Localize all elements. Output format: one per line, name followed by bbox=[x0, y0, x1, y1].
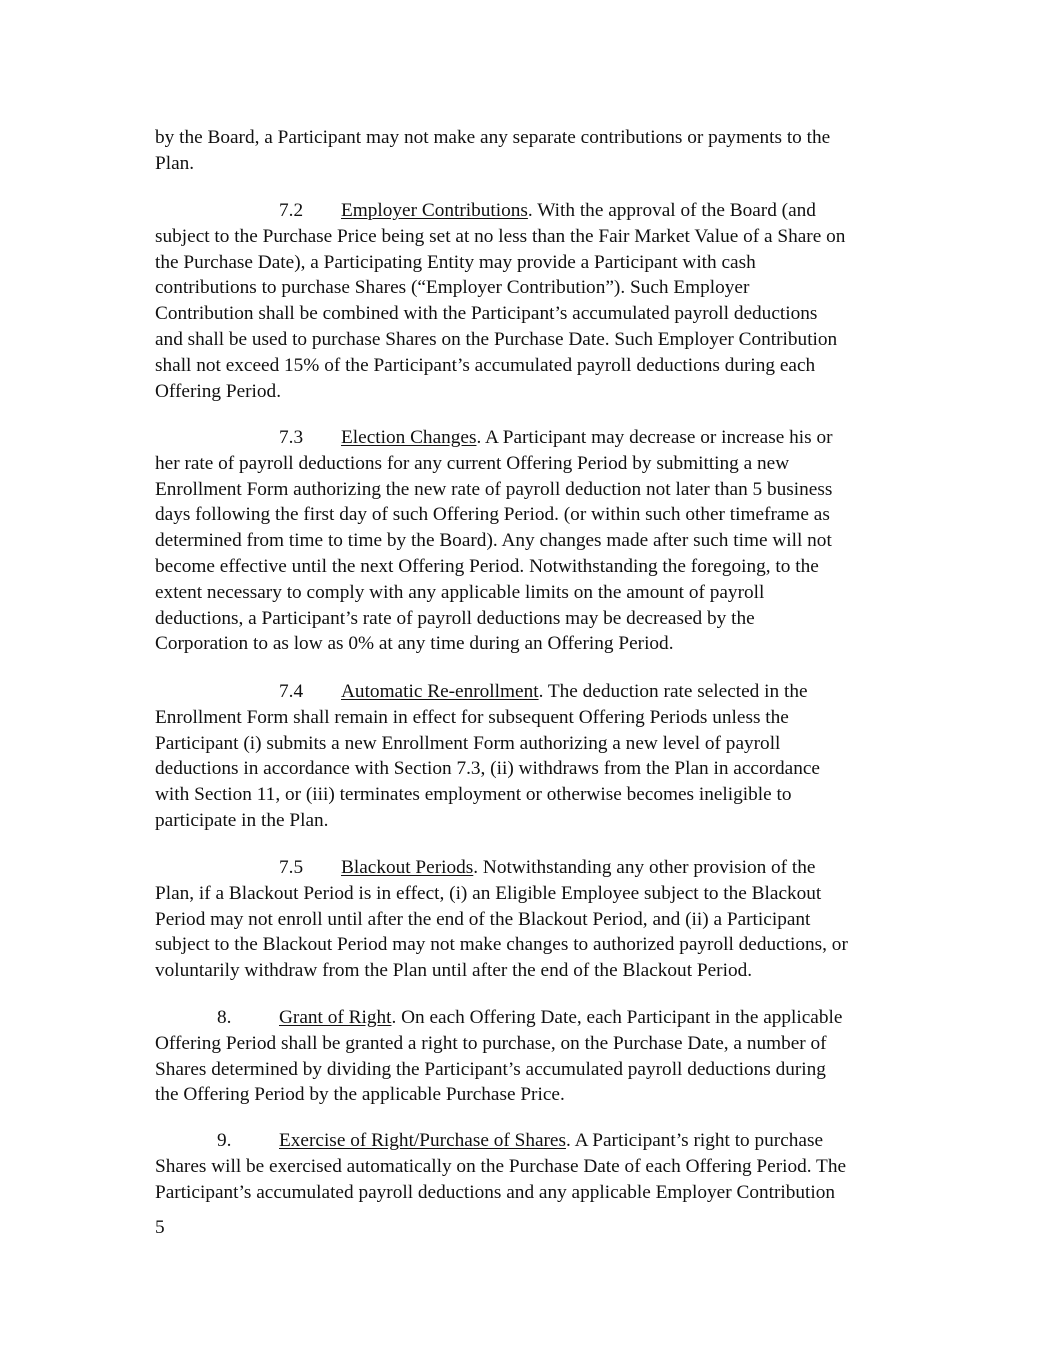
section-number: 9. bbox=[217, 1130, 232, 1151]
section-7.4 bbox=[155, 679, 915, 834]
section-text: . With the approval of the Board (and bbox=[527, 200, 816, 221]
section-text: . Notwithstanding any other provision of the bbox=[473, 857, 816, 878]
text-line: and shall be used to purchase Shares on the Purchase Date. Such Employer Contribution bbox=[155, 328, 838, 350]
text-line: deductions, a Participant’s rate of payroll deductions may be decreased by the bbox=[155, 607, 755, 629]
text-line: Period may not enroll until after the end of the Blackout Period, and (ii) a Participant bbox=[155, 908, 811, 930]
section-7.2 bbox=[155, 198, 915, 404]
section-heading: Blackout Periods bbox=[341, 857, 474, 878]
text-line: her rate of payroll deductions for any current Offering Period by submitting a new bbox=[155, 452, 790, 474]
section-number: 7.3 bbox=[279, 427, 304, 448]
text-line: Plan, if a Blackout Period is in effect, (i) an Eligible Employee subject to the Blackout bbox=[155, 882, 822, 904]
section-9 bbox=[155, 1128, 915, 1205]
section-text: . A Participant’s right to purchase bbox=[566, 1130, 824, 1151]
text-line: become effective until the next Offering Period. Notwithstanding the foregoing, to the bbox=[155, 555, 819, 577]
section-8 bbox=[155, 1005, 915, 1108]
text-line: subject to the Purchase Price being set at no less than the Fair Market Value of a Share on bbox=[155, 225, 846, 247]
section-7.5 bbox=[155, 855, 915, 984]
section-number: 7.4 bbox=[279, 681, 304, 702]
text-line: contributions to purchase Shares (“Employer Contribution”). Such Employer bbox=[155, 277, 750, 299]
section-number: 8. bbox=[217, 1007, 232, 1028]
section-first-line bbox=[155, 425, 915, 451]
text-line: deductions in accordance with Section 7.3, (ii) withdraws from the Plan in accordance bbox=[155, 758, 820, 780]
text-line: Plan. bbox=[155, 152, 195, 174]
text-line: determined from time to time by the Board). Any changes made after such time will not bbox=[155, 530, 832, 552]
text-line: Offering Period shall be granted a right to purchase, on the Purchase Date, a number of bbox=[155, 1032, 827, 1054]
section-heading: Employer Contributions bbox=[341, 200, 528, 221]
section-number: 7.5 bbox=[279, 857, 304, 878]
section-heading: Automatic Re-enrollment bbox=[341, 681, 539, 702]
section-heading: Grant of Right bbox=[279, 1007, 392, 1028]
text-line: Contribution shall be combined with the Participant’s accumulated payroll deductions bbox=[155, 303, 818, 325]
text-line: participate in the Plan. bbox=[155, 809, 329, 831]
text-line: the Offering Period by the applicable Purchase Price. bbox=[155, 1084, 565, 1106]
text-line: Offering Period. bbox=[155, 380, 282, 402]
section-first-line bbox=[155, 1128, 915, 1154]
section-first-line bbox=[155, 855, 915, 881]
text-line: voluntarily withdraw from the Plan until after the end of the Blackout Period. bbox=[155, 960, 753, 982]
text-line: Participant’s accumulated payroll deductions and any applicable Employer Contribution bbox=[155, 1181, 836, 1203]
section-first-line bbox=[155, 1005, 915, 1031]
paragraph bbox=[155, 125, 915, 177]
text-line: with Section 11, or (iii) terminates employment or otherwise becomes ineligible to bbox=[155, 784, 792, 806]
text-line: Enrollment Form shall remain in effect for subsequent Offering Periods unless the bbox=[155, 706, 789, 728]
section-heading: Exercise of Right/Purchase of Shares bbox=[279, 1130, 566, 1151]
text-line: days following the first day of such Offering Period. (or within such other timeframe as bbox=[155, 504, 830, 526]
text-line: shall not exceed 15% of the Participant’s accumulated payroll deductions during each bbox=[155, 354, 816, 376]
page-number: 5 bbox=[155, 1217, 165, 1238]
section-heading: Election Changes bbox=[341, 427, 477, 448]
text-line: Enrollment Form authorizing the new rate of payroll deduction not later than 5 business bbox=[155, 478, 833, 500]
section-first-line bbox=[155, 198, 915, 224]
text-line: by the Board, a Participant may not make any separate contributions or payments to the bbox=[155, 127, 831, 148]
text-line: extent necessary to comply with any applicable limits on the amount of payroll bbox=[155, 581, 765, 603]
section-7.3 bbox=[155, 425, 915, 657]
section-number: 7.2 bbox=[279, 200, 304, 221]
section-text: . The deduction rate selected in the bbox=[538, 681, 808, 702]
text-line: Shares will be exercised automatically on the Purchase Date of each Offering Period. The bbox=[155, 1155, 847, 1177]
section-first-line bbox=[155, 679, 915, 705]
text-line: the Purchase Date), a Participating Entity may provide a Participant with cash bbox=[155, 251, 756, 273]
section-text: . On each Offering Date, each Participant in the applicable bbox=[391, 1007, 843, 1028]
text-line: Participant (i) submits a new Enrollment Form authorizing a new level of payroll bbox=[155, 732, 781, 754]
text-line: Shares determined by dividing the Participant’s accumulated payroll deductions during bbox=[155, 1058, 826, 1080]
text-line: Corporation to as low as 0% at any time during an Offering Period. bbox=[155, 633, 674, 655]
section-text: . A Participant may decrease or increase his or bbox=[476, 427, 833, 448]
text-line: subject to the Blackout Period may not make changes to authorized payroll deductions, or bbox=[155, 934, 848, 956]
